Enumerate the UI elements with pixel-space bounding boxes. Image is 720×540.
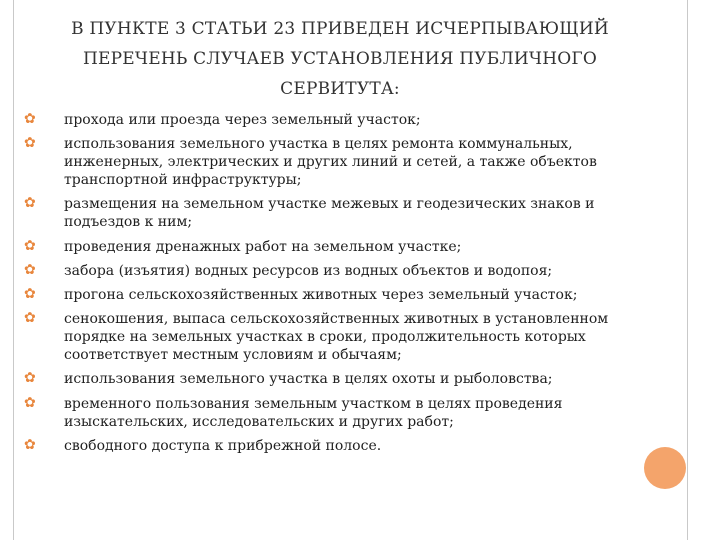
decorative-orange-circle bbox=[644, 447, 686, 489]
orange-flourish-icon: ✿ bbox=[24, 195, 36, 212]
right-border-line bbox=[687, 0, 688, 540]
list-item: ✿ прогона сельскохозяйственных животных через земельный участок; bbox=[24, 285, 578, 303]
list-item: ✿ проведения дренажных работ на земельном участке; bbox=[24, 237, 462, 255]
orange-flourish-icon: ✿ bbox=[24, 370, 36, 387]
orange-flourish-icon: ✿ bbox=[24, 285, 36, 302]
orange-flourish-icon: ✿ bbox=[24, 310, 36, 327]
left-border-line bbox=[13, 0, 14, 540]
orange-flourish-icon: ✿ bbox=[24, 261, 36, 278]
list-item: ✿ свободного доступа к прибрежной полосе. bbox=[24, 436, 382, 454]
title-line-1: В ПУНКТЕ 3 СТАТЬИ 23 ПРИВЕДЕН ИСЧЕРПЫВАЮЩИЙ bbox=[71, 19, 609, 39]
slide-title bbox=[40, 14, 640, 104]
list-item: ✿ забора (изъятия) водных ресурсов из водных объектов и водопоя; bbox=[24, 261, 553, 279]
list-item: ✿ прохода или проезда через земельный участок; bbox=[24, 111, 421, 128]
list-item: ✿ сенокошения, выпаса сельскохозяйственных животных в установленном порядке на земельных участках в сроки, продолжительность которых соответствует местным условиям и обычаям; bbox=[24, 310, 609, 364]
orange-flourish-icon: ✿ bbox=[24, 436, 36, 453]
orange-flourish-icon: ✿ bbox=[24, 111, 36, 127]
title-line-2: ПЕРЕЧЕНЬ СЛУЧАЕВ УСТАНОВЛЕНИЯ ПУБЛИЧНОГО bbox=[83, 49, 597, 69]
list-item: ✿ использования земельного участка в целях охоты и рыболовства; bbox=[24, 370, 553, 388]
list-item: ✿ размещения на земельном участке межевых и геодезических знаков и подъездов к ним; bbox=[24, 195, 595, 231]
orange-flourish-icon: ✿ bbox=[24, 135, 36, 152]
cases-list bbox=[20, 111, 640, 461]
list-item: ✿ временного пользования земельным участком в целях проведения изыскательских, исследовательских и других работ; bbox=[24, 394, 563, 430]
title-line-3: СЕРВИТУТА: bbox=[280, 79, 400, 99]
orange-flourish-icon: ✿ bbox=[24, 394, 36, 411]
orange-flourish-icon: ✿ bbox=[24, 237, 36, 254]
list-item: ✿ использования земельного участка в целях ремонта коммунальных, инженерных, электрических и других линий и сетей, а также объектов транспортной инфраструктуры; bbox=[24, 135, 597, 189]
